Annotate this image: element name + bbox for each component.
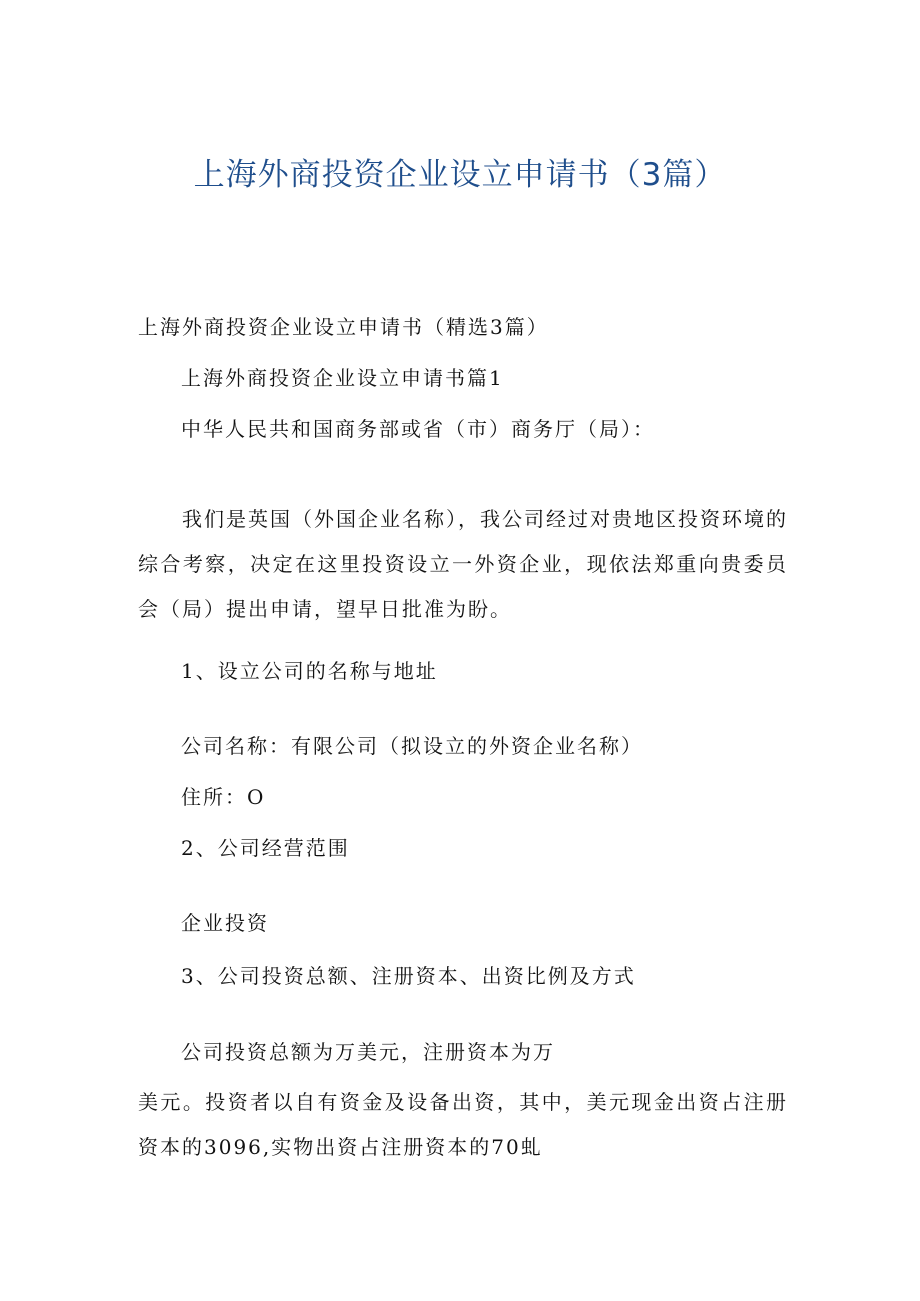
document-title: 上海外商投资企业设立申请书（3篇）	[193, 157, 727, 193]
address-line: 住所：O	[181, 785, 266, 809]
capital-paragraph: 美元。投资者以自有资金及设备出资，其中，美元现金出资占注册资本的3096,实物出资占注册资本的70虬	[138, 1090, 788, 1159]
intro-paragraph: 我们是英国（外国企业名称），我公司经过对贵地区投资环境的综合考察，决定在这里投资设立一外资企业，现依法郑重向贵委员会（局）提出申请，望早日批准为盼。	[138, 507, 788, 621]
item-1-heading: 1、设立公司的名称与地址	[181, 659, 438, 683]
company-name-line: 公司名称：有限公司（拟设立的外资企业名称）	[181, 734, 643, 758]
business-scope-line: 企业投资	[181, 911, 269, 935]
section-heading: 上海外商投资企业设立申请书篇1	[181, 366, 504, 390]
addressee-line: 中华人民共和国商务部或省（市）商务厅（局）：	[181, 417, 655, 441]
investment-line: 公司投资总额为万美元，注册资本为万	[181, 1040, 555, 1064]
item-2-heading: 2、公司经营范围	[181, 836, 350, 860]
item-3-heading: 3、公司投资总额、注册资本、出资比例及方式	[181, 964, 636, 988]
subtitle-line: 上海外商投资企业设立申请书（精选3篇）	[138, 315, 549, 339]
